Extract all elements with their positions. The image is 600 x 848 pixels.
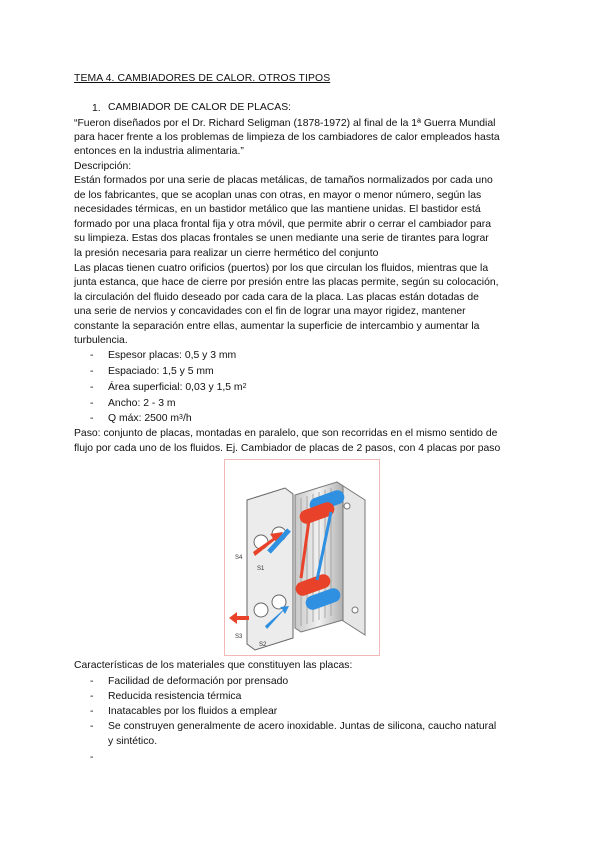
description-line: su limpieza. Estas dos placas frontales se unen mediante una serie de tirantes para lograr — [74, 233, 489, 244]
port-label-s4: S4 — [235, 555, 243, 561]
bullet-dash: - — [90, 398, 94, 409]
section-heading: CAMBIADOR DE CALOR DE PLACAS: — [108, 102, 292, 113]
bullet-dash: - — [90, 706, 94, 717]
spec-item: Ancho: 2 - 3 m — [108, 398, 176, 409]
description-line: la circulación del fluido deseado por cada cara de la placa. Las placas están dotadas de — [74, 292, 479, 303]
description-line: una serie de nervios y concavidades con el fin de lograr una mayor rigidez, mantener — [74, 306, 466, 317]
spec-item: Espesor placas: 0,5 y 3 mm — [108, 350, 237, 361]
material-item: Reducida resistencia térmica — [108, 691, 242, 702]
bullet-dash: - — [90, 350, 94, 361]
page-title: TEMA 4. CAMBIADORES DE CALOR. OTROS TIPOS — [74, 73, 331, 84]
port-label-s3: S3 — [235, 634, 243, 640]
quote-line: entonces en la industria alimentaria.” — [74, 146, 244, 157]
bullet-dash: - — [90, 691, 94, 702]
description-line: formado por una placa frontal fija y otra móvil, que permite abrir o cerrar el cambiador para — [74, 219, 491, 230]
description-line: constante la separación entre ellas, aumentar la superficie de intercambio y aumentar la — [74, 321, 480, 332]
description-line: turbulencia. — [74, 335, 128, 346]
spec-item: Área superficial: 0,03 y 1,5 $m^2$ — [108, 382, 247, 393]
bullet-dash: - — [90, 721, 94, 732]
description-label: Descripción: — [74, 161, 132, 172]
description-line: junta estanca, que hace de cierre por presión entre las placas permite, según su colocación, — [74, 277, 499, 288]
bullet-dash: - — [90, 382, 94, 393]
bullet-dash: - — [90, 752, 94, 763]
paso-line: flujo por cada uno de los fluidos. Ej. Cambiador de placas de 2 pasos, con 4 placas por paso — [74, 443, 501, 454]
material-item-continued: y sintético. — [108, 736, 158, 747]
bullet-dash: - — [90, 676, 94, 687]
material-item: Se construyen generalmente de acero inoxidable. Juntas de silicona, caucho natural — [108, 721, 497, 732]
spec-item: Espaciado: 1,5 y 5 mm — [108, 366, 214, 377]
material-item: Inatacables por los fluidos a emplear — [108, 706, 278, 717]
description-line: Están formados por una serie de placas metálicas, de tamaños normalizados por cada uno — [74, 175, 493, 186]
plate-exchanger-illustration — [225, 460, 379, 655]
quote-line: “Fueron diseñados por el Dr. Richard Seligman (1878-1972) al final de la 1ª Guerra Mundial — [74, 118, 496, 129]
description-line: Las placas tienen cuatro orificios (puertos) por los que circulan los fluidos, mientras que la — [74, 263, 489, 274]
section-number: 1. — [92, 103, 101, 114]
port-label-s1: S1 — [257, 566, 265, 572]
spec-item: Q máx: 2500 $m^3/h$ — [108, 413, 192, 424]
materials-heading: Características de los materiales que constituyen las placas: — [74, 660, 353, 671]
front-frame — [247, 488, 293, 650]
quote-line: para hacer frente a los problemas de limpieza de los cambiadores de calor empleados hasta — [74, 132, 500, 143]
description-line: necesidades térmicas, en un bastidor metálico que las mantiene unidas. El bastidor está — [74, 204, 481, 215]
description-line: la presión necesaria para realizar un cierre hermético del conjunto — [74, 248, 379, 259]
port-label-s2: S2 — [259, 642, 267, 648]
material-item: Facilidad de deformación por prensado — [108, 676, 289, 687]
bullet-dash: - — [90, 366, 94, 377]
paso-line: Paso: conjunto de placas, montadas en paralelo, que son recorridas en el mismo sentido de — [74, 428, 498, 439]
bullet-dash: - — [90, 413, 94, 424]
plate-exchanger-figure — [224, 459, 380, 656]
description-line: de los fabricantes, que se acoplan unas con otras, en mayor o menor número, según las — [74, 190, 482, 201]
